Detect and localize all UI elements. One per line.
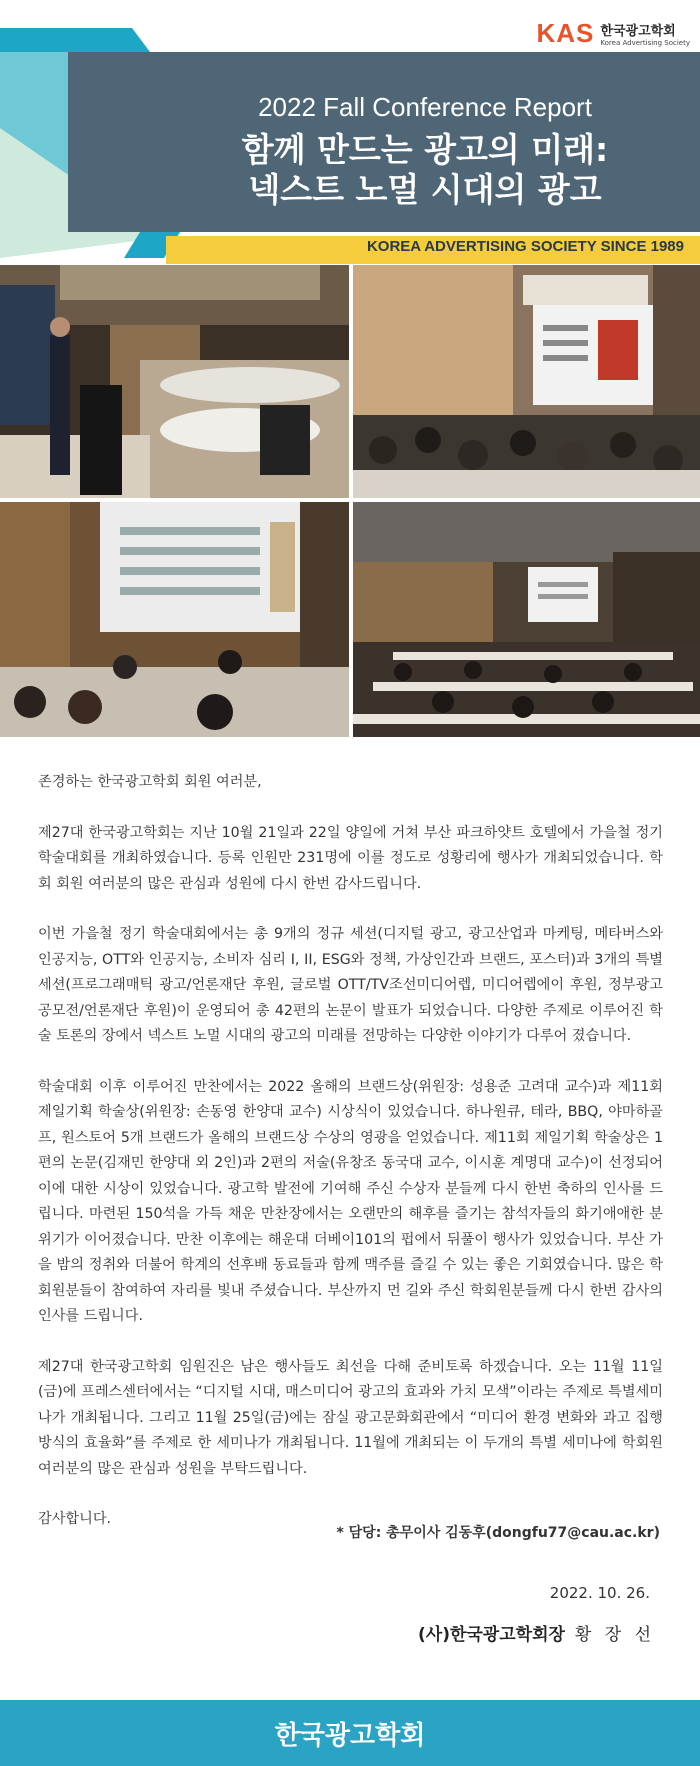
letter-paragraph: 이번 가을철 정기 학술대회에서는 총 9개의 정규 세션(디지털 광고, 광고산업과 마케팅, 메타버스와 인공지능, OTT와 인공지능, 소비자 심리 I, II, ESG와 정책, 가상인간과 브랜드, 포스터)과 3개의 특별세션(프로그래매틱 광고/언론재단 후원, 글로벌 OTT/TV조선미디어렙, 미디어렙에이 후원, 정부광고 공모전/언론재단 후원)이 운영되어 총 42편의 논문이 발표가 되었습니다. 다양한 주제로 이루어진 학술 토론의 장에서 넥스트 노멀 시대의 광고의 미래를 전망하는 다양한 이야기가 다루어 졌습니다. (38, 926, 663, 1044)
logo-mark: KAS (536, 18, 595, 48)
photo-session-slide (0, 502, 349, 737)
footer-bar (0, 1700, 700, 1766)
event-photo-grid (0, 265, 700, 737)
conference-title (150, 130, 700, 210)
logo-name-ko: 한국광고학회 (600, 24, 676, 39)
photo-conference-hall (353, 502, 700, 737)
report-header (0, 0, 700, 264)
title-line-1: 함께 만드는 광고의 미래: (241, 130, 609, 169)
conference-subtitle: 2022 Fall Conference Report (258, 92, 592, 122)
signature (418, 1620, 655, 1645)
letter-paragraph: 제27대 한국광고학회 임원진은 남은 행사들도 최선을 다해 준비토록 하겠습니다. 오는 11월 11일(금)에 프레스센터에서는 “디지털 시대, 매스미디어 광고의 효과와 가치 모색”이라는 주제로 특별세미나가 개최됩니다. 그리고 11월 25일(금)에는 잠실 광고문화회관에서 “미디어 환경 변화와 과고 집행 방식의 효율화”를 주제로 한 세미나가 개최됩니다. 11월에 개최되는 이 두개의 특별 세미나에 학회원 여러분의 많은 관심과 성원을 부탁드립니다. (38, 1358, 663, 1477)
photo-presentation-audience (353, 265, 700, 498)
society-tagline: KOREA ADVERTISING SOCIETY SINCE 1989 (366, 238, 684, 255)
signer-org: (사)한국광고학회장 (418, 1625, 565, 1645)
contact-info: * 담당: 총무이사 김동후(dongfu77@cau.ac.kr) (336, 1525, 660, 1541)
title-line-2: 넥스트 노멀 시대의 광고 (248, 170, 602, 209)
letter-paragraph: 제27대 한국광고학회는 지난 10월 21일과 22일 양일에 거쳐 부산 파크하얏트 호텔에서 가을철 정기 학술대회를 개최하였습니다. 등록 인원만 231명에 이를 정도로 성황리에 행사가 개최되었습니다. 학회 회원 여러분의 많은 관심과 성원에 다시 한번 감사드립니다. (38, 824, 663, 892)
letter-paragraph: 학술대회 이후 이루어진 만찬에서는 2022 올해의 브랜드상(위원장: 성용준 고려대 교수)과 제11회 제일기획 학술상(위원장: 손동영 한양대 교수) 시상식이 있었습니다. 하나원큐, 테라, BBQ, 야마하골프, 원스토어 5개 브랜드가 올해의 브랜드상 수상의 영광을 얻었습니다. 제11회 제일기획 학술상은 1편의 논문(김재민 한양대 외 2인)과 2편의 저술(유창조 동국대 교수, 이시훈 계명대 교수)이 선정되어 이에 대한 시상이 있었습니다. 광고학 발전에 기여해 주신 수상자 분들께 다시 한번 축하의 인사를 드립니다. 마련된 150석을 가득 채운 만찬장에서는 오랜만의 해후를 즐기는 참석자들의 화기애애한 분위기가 이어졌습니다. 만찬 이후에는 해운대 더베이101의 펍에서 뒤풀이 행사가 있었습니다. 부산 가을 밤의 정취와 더불어 학계의 선후배 동료들과 함께 맥주를 즐길 수 있는 좋은 기회였습니다. 많은 학회원분들이 참여하여 자리를 빛내 주셨습니다. 부산까지 먼 길와 주신 학회원분들께 다시 한번 감사의 인사를 드립니다. (38, 1078, 663, 1324)
letter-closing: 감사합니다. (38, 1511, 112, 1527)
letter-body (38, 770, 663, 1558)
logo-name-en: Korea Advertising Society (600, 39, 690, 47)
letter-date: 2022. 10. 26. (549, 1584, 650, 1602)
footer-label: 한국광고학회 (274, 1720, 426, 1751)
teal-corner-shape (0, 28, 150, 52)
photo-speaker-podium (0, 265, 349, 498)
signer-name: 황 장 선 (574, 1625, 655, 1645)
letter-greeting: 존경하는 한국광고학회 회원 여러분, (38, 774, 262, 790)
